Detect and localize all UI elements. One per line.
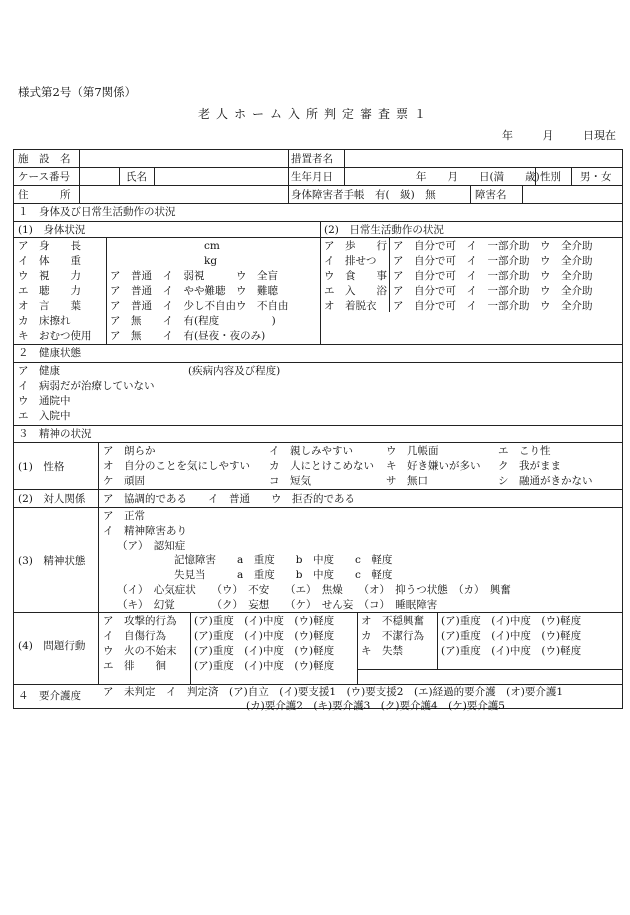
adl-item: エ 入 浴 <box>324 285 387 297</box>
problem-level: (ア)重度 (イ)中度 (ウ)軽度 <box>194 615 335 627</box>
health-item: ウ 通院中 <box>18 395 71 407</box>
adl-value: ア 自分で可 イ 一部介助 ウ 全介助 <box>393 300 593 312</box>
date-month: 月 <box>542 129 554 142</box>
body-status-value: cm <box>204 240 220 252</box>
problem-level: (ア)重度 (イ)中度 (ウ)軽度 <box>441 645 582 657</box>
case-number-label: ケース番号 <box>18 171 70 183</box>
section3-title: ３ 精神の状況 <box>18 428 92 440</box>
problem-item: ア 攻撃的行為 <box>103 615 177 627</box>
disability-label: 身体障害者手帳 有( 級) 無 <box>291 189 436 201</box>
health-item: ア 健康 <box>18 365 60 377</box>
personality-option: ウ 几帳面 <box>386 445 439 457</box>
address-field[interactable] <box>84 188 284 202</box>
measure-label: 措置者名 <box>291 153 333 165</box>
section1-title: １ 身体及び日常生活動作の状況 <box>18 206 176 218</box>
date-line <box>476 127 616 143</box>
problem-item: オ 不穏興奮 <box>361 615 424 627</box>
section2-title: ２ 健康状態 <box>18 347 81 359</box>
body-status-value: kg <box>204 255 218 267</box>
personality-option: ク 我がまま <box>498 460 561 472</box>
problem-item: ウ 火の不始末 <box>103 645 177 657</box>
mental-state-line: （ア） 認知症 <box>117 539 186 552</box>
personality-label: (1) 性格 <box>18 461 65 473</box>
problem-level: (ア)重度 (イ)中度 (ウ)軽度 <box>441 630 582 642</box>
problem-level: (ア)重度 (イ)中度 (ウ)軽度 <box>194 630 335 642</box>
body-status-item: イ 体 重 <box>18 255 81 267</box>
body-status-value: ア 普通 イ 弱視 ウ 全盲 <box>110 270 278 282</box>
adl-value: ア 自分で可 イ 一部介助 ウ 全介助 <box>393 255 593 267</box>
adl-item: ウ 食 事 <box>324 270 387 282</box>
personality-option: キ 好き嫌いが多い <box>386 460 481 472</box>
personality-option: オ 自分のことを気にしやすい <box>103 460 250 472</box>
date-year: 年 <box>502 129 513 142</box>
health-item: エ 入院中 <box>18 410 71 422</box>
assessment-sheet <box>13 149 623 712</box>
name-field[interactable] <box>158 170 284 184</box>
relation-options: ア 協調的である イ 普通 ウ 拒否的である <box>103 493 355 505</box>
personality-option: カ 人にとけこめない <box>269 460 374 472</box>
date-day: 日現在 <box>583 129 616 142</box>
adl-value: ア 自分で可 イ 一部介助 ウ 全介助 <box>393 240 593 252</box>
personality-option: ア 朗らか <box>103 445 156 457</box>
page-title: 老人ホーム入所判定審査票１ <box>197 107 432 121</box>
problem-label: (4) 問題行動 <box>18 640 86 652</box>
body-status-item: キ おむつ使用 <box>18 330 92 342</box>
adl-item: イ 排せつ <box>324 255 377 267</box>
problem-level: (ア)重度 (イ)中度 (ウ)軽度 <box>194 660 335 672</box>
body-status-item: エ 聴 力 <box>18 285 81 297</box>
adl-item: ア 歩 行 <box>324 240 387 252</box>
body-status-value: ア 無 イ 有(昼夜・夜のみ) <box>110 330 266 342</box>
personality-option: コ 短気 <box>269 475 311 487</box>
body-status-title: (1) 身体状況 <box>18 224 86 236</box>
personality-option: ケ 頑固 <box>103 475 145 487</box>
problem-item: キ 失禁 <box>361 645 403 657</box>
relation-label: (2) 対人関係 <box>18 493 86 505</box>
address-label: 住 所 <box>18 189 71 201</box>
measure-field[interactable] <box>348 152 618 166</box>
disability-name-label: 障害名 <box>475 189 507 201</box>
body-status-item: ア 身 長 <box>18 240 81 252</box>
sex-label: 性別 <box>540 171 561 183</box>
birth-value: 年 月 日(満 歳) <box>416 171 540 183</box>
form-code: 様式第2号（第7関係） <box>18 85 137 99</box>
adl-item: オ 着脱衣 <box>324 300 377 312</box>
problem-item: エ 徘 徊 <box>103 660 166 672</box>
personality-option: イ 親しみやすい <box>269 445 353 457</box>
body-status-item: カ 床擦れ <box>18 315 71 327</box>
health-note: (疾病内容及び程度) <box>188 365 281 377</box>
body-status-value: ア 普通 イ 少し不自由ウ 不自由 <box>110 300 289 312</box>
care-level-label: ４ 要介護度 <box>18 690 81 702</box>
care-level-line2: (カ)要介護2 (キ)要介護3 (ク)要介護4 (ケ)要介護5 <box>246 700 505 712</box>
health-item: イ 病弱だが治療していない <box>18 380 155 392</box>
mental-state-line: 失見当 a 重度 b 中度 c 軽度 <box>174 569 393 582</box>
adl-title: (2) 日常生活動作の状況 <box>324 224 444 236</box>
problem-item: カ 不潔行為 <box>361 630 424 642</box>
facility-field[interactable] <box>84 152 284 166</box>
body-status-item: ウ 視 力 <box>18 270 81 282</box>
birth-label: 生年月日 <box>291 171 333 183</box>
mental-state-line: イ 精神障害あり <box>103 524 187 537</box>
personality-option: エ こり性 <box>498 445 551 457</box>
problem-item: イ 自傷行為 <box>103 630 166 642</box>
mental-state-line: （イ） 心気症状 （ウ） 不安 （エ） 焦燥 （オ） 抑うつ状態 （カ） 興奮 <box>117 584 511 596</box>
problem-level: (ア)重度 (イ)中度 (ウ)軽度 <box>194 645 335 657</box>
name-label: 氏名 <box>126 171 147 183</box>
sex-value: 男・女 <box>580 171 612 183</box>
adl-value: ア 自分で可 イ 一部介助 ウ 全介助 <box>393 270 593 282</box>
personality-option: サ 無口 <box>386 475 428 487</box>
adl-value: ア 自分で可 イ 一部介助 ウ 全介助 <box>393 285 593 297</box>
problem-level: (ア)重度 (イ)中度 (ウ)軽度 <box>441 615 582 627</box>
mental-state-line: 記憶障害 a 重度 b 中度 c 軽度 <box>174 554 393 567</box>
body-status-value: ア 無 イ 有(程度 ) <box>110 315 276 327</box>
care-level-line1: ア 未判定 イ 判定済 (ア)自立 (イ)要支援1 (ウ)要支援2 (エ)経過的要介護 (オ)要介護1 <box>103 686 564 698</box>
mental-state-line: ア 正常 <box>103 510 145 522</box>
body-status-value: ア 普通 イ やや難聴 ウ 難聴 <box>110 285 278 297</box>
personality-option: シ 融通がきかない <box>498 475 593 487</box>
facility-label: 施 設 名 <box>18 153 71 165</box>
body-status-item: オ 言 葉 <box>18 300 81 312</box>
mental-label: (3) 精神状態 <box>18 555 86 567</box>
mental-state-line: （キ） 幻覚 （ク） 妄想 （ケ） せん妄 （コ） 睡眠障害 <box>117 598 438 611</box>
